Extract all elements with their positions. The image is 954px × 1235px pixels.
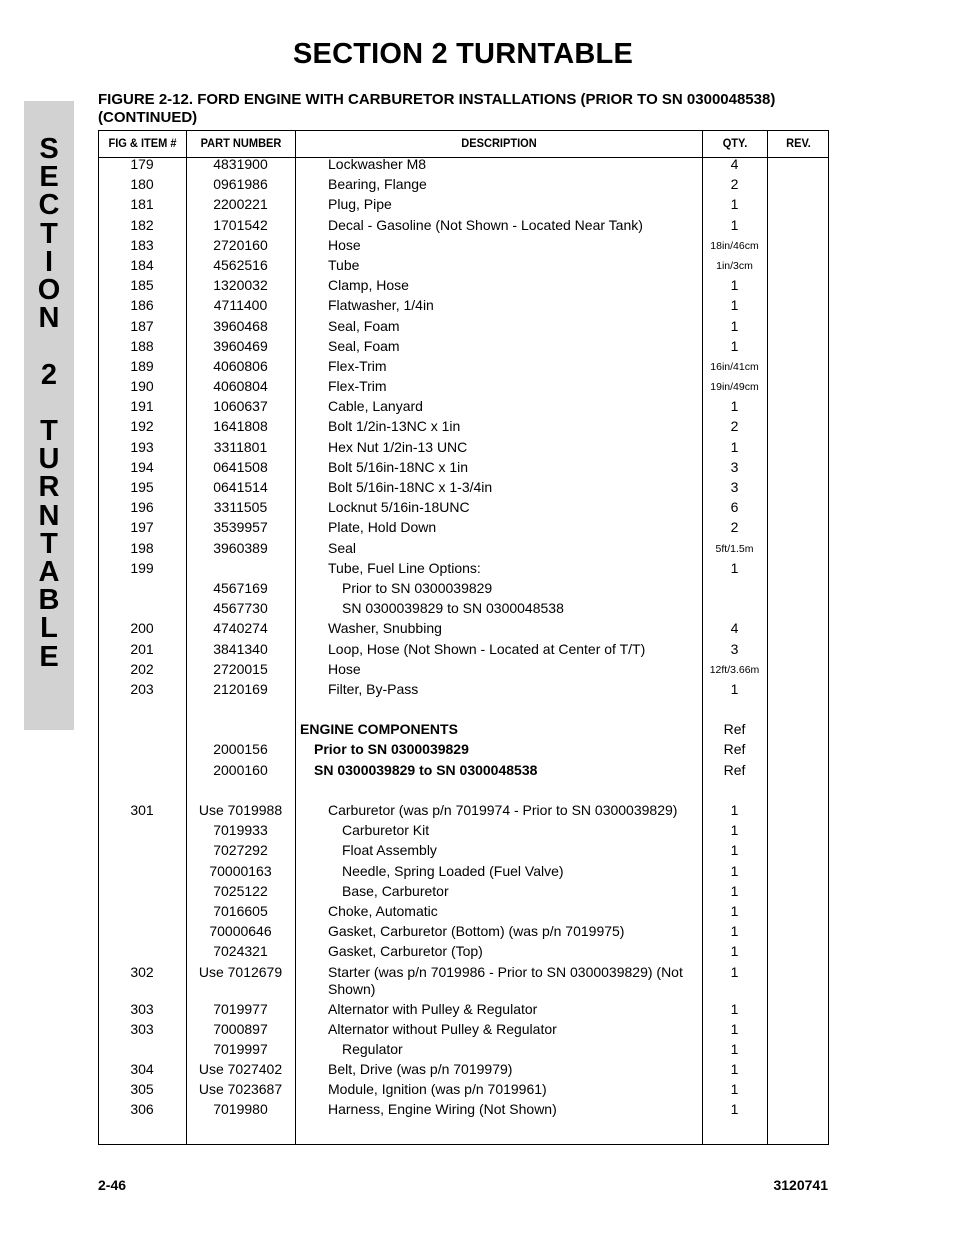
item-number: 190 <box>130 378 154 395</box>
part-number: 7019977 <box>213 1000 268 1017</box>
part-number: Use 7019988 <box>198 802 283 818</box>
quantity: 2 <box>730 418 739 435</box>
item-number: 181 <box>130 196 154 213</box>
table-row <box>0 720 954 740</box>
part-number: 7019997 <box>213 1040 268 1057</box>
part-number: 2120169 <box>213 680 268 697</box>
item-number: 179 <box>130 156 154 172</box>
quantity: 1 <box>730 902 739 919</box>
table-row <box>0 640 954 660</box>
description: Gasket, Carburetor (Bottom) (was p/n 7019975) <box>328 923 625 940</box>
table-row <box>0 922 954 942</box>
part-number: 70000163 <box>209 862 272 879</box>
part-number: 7027292 <box>213 842 268 859</box>
item-number: 302 <box>130 963 154 980</box>
table-row <box>0 438 954 458</box>
item-number: 192 <box>130 418 154 435</box>
table-row <box>0 902 954 922</box>
description: Float Assembly <box>342 842 437 859</box>
table-row <box>0 862 954 882</box>
description: Bolt 5/16in-18NC x 1in <box>328 458 469 475</box>
table-row <box>0 680 954 700</box>
table-row <box>0 417 954 437</box>
description <box>328 781 694 801</box>
quantity: 16in/41cm <box>710 360 759 373</box>
table-row <box>0 357 954 377</box>
table-row <box>0 1000 954 1020</box>
item-number: 182 <box>130 216 154 233</box>
table-row <box>0 397 954 417</box>
quantity: 1 <box>730 680 739 697</box>
description: Filter, By-Pass <box>328 680 419 697</box>
part-number: 3311505 <box>213 499 268 516</box>
part-number: 4740274 <box>213 620 268 637</box>
description: Decal - Gasoline (Not Shown - Located Near Tank) <box>328 216 643 233</box>
quantity: 1 <box>730 923 739 940</box>
table-row <box>0 579 954 599</box>
item-number: 197 <box>130 519 154 536</box>
quantity: 1 <box>730 882 739 899</box>
item-number: 186 <box>130 297 154 314</box>
item-number: 198 <box>130 539 154 556</box>
quantity: 1 <box>730 1101 739 1118</box>
quantity: 1 <box>730 1000 739 1017</box>
part-number: 4711400 <box>213 297 268 314</box>
description: ENGINE COMPONENTS <box>300 721 458 738</box>
part-number: 7024321 <box>213 943 268 960</box>
table-row <box>0 841 954 861</box>
item-number: 185 <box>130 277 154 294</box>
item-number: 200 <box>130 620 154 637</box>
table-row <box>0 377 954 397</box>
table-row <box>0 1100 954 1120</box>
table-row <box>0 619 954 639</box>
table-row <box>0 882 954 902</box>
description: Tube, Fuel Line Options: <box>328 559 481 576</box>
part-number: 2720015 <box>213 660 268 677</box>
part-number: Use 7027402 <box>198 1061 283 1078</box>
quantity: 1 <box>730 963 739 980</box>
part-number: 3311801 <box>213 438 268 455</box>
quantity: 1 <box>730 802 739 818</box>
description: Seal, Foam <box>328 317 400 334</box>
item-number: 303 <box>130 1020 154 1037</box>
part-number: 1641808 <box>213 418 268 435</box>
header-item: FIG & ITEM # <box>108 136 177 150</box>
description: Gasket, Carburetor (Top) <box>328 943 483 960</box>
table-row <box>0 296 954 316</box>
quantity: Ref <box>723 741 746 758</box>
quantity: 3 <box>730 458 739 475</box>
table-row <box>0 1060 954 1080</box>
part-number: 4567730 <box>213 600 268 617</box>
description: Hex Nut 1/2in-13 UNC <box>328 438 468 455</box>
description: Base, Carburetor <box>342 882 449 899</box>
quantity: Ref <box>723 721 746 738</box>
part-number: 2000160 <box>213 761 268 778</box>
description: Seal <box>328 539 357 556</box>
part-number: 4831900 <box>213 156 268 172</box>
quantity: 1 <box>730 862 739 879</box>
description: Prior to SN 0300039829 <box>314 741 469 758</box>
table-row <box>0 539 954 559</box>
item-number: 180 <box>130 176 154 193</box>
description: Bolt 1/2in-13NC x 1in <box>328 418 461 435</box>
part-number: 3841340 <box>213 640 268 657</box>
description: Carburetor Kit <box>342 822 430 839</box>
quantity: 1 <box>730 317 739 334</box>
table-row <box>0 276 954 296</box>
item-number: 187 <box>130 317 154 334</box>
header-qty: QTY. <box>722 136 748 150</box>
description: Belt, Drive (was p/n 7019979) <box>328 1061 513 1078</box>
description: Tube <box>328 256 360 273</box>
item-number: 196 <box>130 499 154 516</box>
description: Carburetor (was p/n 7019974 - Prior to SN 0300039829) <box>328 802 678 818</box>
table-row <box>0 781 954 801</box>
description: Prior to SN 0300039829 <box>342 579 493 596</box>
description: SN 0300039829 to SN 0300048538 <box>314 761 538 778</box>
description: Hose <box>328 660 361 677</box>
description: Hose <box>328 236 361 253</box>
part-number: 70000646 <box>209 923 272 940</box>
table-row <box>0 761 954 781</box>
part-number: 7000897 <box>213 1020 268 1037</box>
item-number: 306 <box>130 1101 154 1118</box>
description: Lockwasher M8 <box>328 156 427 172</box>
table-row <box>0 942 954 962</box>
quantity: 19in/49cm <box>710 381 759 394</box>
table-row <box>0 1040 954 1060</box>
item-number: 184 <box>130 256 154 273</box>
item-number: 188 <box>130 337 154 354</box>
table-row <box>0 700 954 720</box>
quantity: Ref <box>723 761 746 778</box>
quantity: 1 <box>730 822 739 839</box>
side-tab-label: S E C T I O N 2 T U R N T A B L E <box>37 133 61 673</box>
part-number: 4060806 <box>213 357 268 374</box>
description: Flex-Trim <box>328 357 387 374</box>
quantity: 1 <box>730 277 739 294</box>
part-number: 7019980 <box>213 1101 268 1118</box>
item-number: 303 <box>130 1000 154 1017</box>
part-number: 1320032 <box>213 277 268 294</box>
item-number: 193 <box>130 438 154 455</box>
description: Alternator without Pulley & Regulator <box>328 1020 557 1037</box>
description: SN 0300039829 to SN 0300048538 <box>342 600 564 617</box>
table-row <box>0 963 954 1000</box>
item-number: 301 <box>130 802 154 818</box>
description: Starter (was p/n 7019986 - Prior to SN 0300039829) (Not Shown) <box>328 963 683 997</box>
quantity: 4 <box>730 620 739 637</box>
table-row <box>0 236 954 256</box>
part-number: 4060804 <box>213 378 268 395</box>
table-row <box>0 317 954 337</box>
quantity: 5ft/1.5m <box>715 542 754 555</box>
quantity: 1 <box>730 196 739 213</box>
table-row <box>0 216 954 236</box>
item-number: 202 <box>130 660 154 677</box>
table-row <box>0 195 954 215</box>
quantity: 1 <box>730 438 739 455</box>
item-number: 183 <box>130 236 154 253</box>
table-row <box>0 256 954 276</box>
quantity: 12ft/3.66m <box>709 663 760 676</box>
quantity: 1 <box>730 559 739 576</box>
description: Washer, Snubbing <box>328 620 442 637</box>
item-number: 194 <box>130 458 154 475</box>
item-number: 304 <box>130 1061 154 1078</box>
part-number: 7016605 <box>213 902 268 919</box>
quantity: 1in/3cm <box>716 259 753 272</box>
part-number: 7025122 <box>213 882 268 899</box>
quantity: 1 <box>730 1061 739 1078</box>
description: Seal, Foam <box>328 337 400 354</box>
part-number: 2000156 <box>213 741 268 758</box>
quantity: 1 <box>730 297 739 314</box>
page-number: 2-46 <box>98 1177 127 1193</box>
description: Needle, Spring Loaded (Fuel Valve) <box>342 862 564 879</box>
quantity: 1 <box>730 398 739 415</box>
part-number: 3539957 <box>213 519 268 536</box>
quantity: 1 <box>730 1081 739 1098</box>
quantity: 18in/46cm <box>710 239 759 252</box>
part-number: 1701542 <box>213 216 268 233</box>
quantity: 1 <box>730 943 739 960</box>
table-row <box>0 518 954 538</box>
description: Cable, Lanyard <box>328 398 423 415</box>
item-number: 201 <box>130 640 154 657</box>
item-number: 191 <box>130 398 154 415</box>
table-row <box>0 175 954 195</box>
part-number: 0641514 <box>213 479 268 495</box>
description: Plug, Pipe <box>328 196 392 213</box>
table-row <box>0 821 954 841</box>
table-row <box>0 337 954 357</box>
header-description: DESCRIPTION <box>461 136 537 150</box>
description: Clamp, Hose <box>328 277 409 294</box>
table-row <box>0 801 954 821</box>
description: Bearing, Flange <box>328 176 427 193</box>
description: Locknut 5/16in-18UNC <box>328 499 470 516</box>
part-number: 3960389 <box>213 539 268 556</box>
quantity: 1 <box>730 1020 739 1037</box>
description: Choke, Automatic <box>328 902 438 919</box>
part-number: 3960469 <box>213 337 268 354</box>
header-rev: REV. <box>786 136 811 150</box>
table-body <box>0 155 954 1121</box>
description: Flatwasher, 1/4in <box>328 297 434 314</box>
item-number: 195 <box>130 479 154 495</box>
table-row <box>0 1020 954 1040</box>
part-number: 0961986 <box>213 176 268 193</box>
header-part-number: PART NUMBER <box>200 136 282 150</box>
quantity: 1 <box>730 337 739 354</box>
quantity: 6 <box>730 499 739 516</box>
description: Harness, Engine Wiring (Not Shown) <box>328 1101 557 1118</box>
item-number: 199 <box>130 559 154 576</box>
item-number: 305 <box>130 1081 154 1098</box>
table-row <box>0 599 954 619</box>
description: Alternator with Pulley & Regulator <box>328 1000 538 1017</box>
part-number: Use 7012679 <box>198 963 283 980</box>
part-number: 0641508 <box>213 458 268 475</box>
part-number: 7019933 <box>213 822 268 839</box>
figure-title: FIGURE 2-12. FORD ENGINE WITH CARBURETOR INSTALLATIONS (PRIOR TO SN 0300048538) (CONTINUED) <box>98 91 776 126</box>
quantity: 2 <box>730 176 739 193</box>
table-row <box>0 155 954 175</box>
part-number: 4567169 <box>213 579 268 596</box>
document-number: 3120741 <box>773 1177 828 1193</box>
quantity: 3 <box>730 479 739 495</box>
quantity: 1 <box>730 842 739 859</box>
table-row <box>0 660 954 680</box>
description: Bolt 5/16in-18NC x 1-3/4in <box>328 479 493 495</box>
description: Regulator <box>342 1040 403 1057</box>
description: Module, Ignition (was p/n 7019961) <box>328 1081 547 1098</box>
part-number: Use 7023687 <box>198 1081 283 1098</box>
part-number: 4562516 <box>213 256 268 273</box>
table-row <box>0 740 954 760</box>
quantity: 2 <box>730 519 739 536</box>
part-number: 2720160 <box>213 236 268 253</box>
quantity: 3 <box>730 640 739 657</box>
description <box>328 700 694 720</box>
part-number: 3960468 <box>213 317 268 334</box>
quantity: 1 <box>730 216 739 233</box>
table-row <box>0 1080 954 1100</box>
item-number: 203 <box>130 680 154 697</box>
page-title: SECTION 2 TURNTABLE <box>293 38 633 70</box>
item-number: 189 <box>130 357 154 374</box>
description: Plate, Hold Down <box>328 519 437 536</box>
part-number: 2200221 <box>213 196 268 213</box>
description: Loop, Hose (Not Shown - Located at Center of T/T) <box>328 640 646 657</box>
part-number: 1060637 <box>213 398 268 415</box>
quantity: 1 <box>730 1040 739 1057</box>
description: Flex-Trim <box>328 378 387 395</box>
quantity: 4 <box>730 156 739 172</box>
table-row <box>0 458 954 478</box>
table-row <box>0 498 954 518</box>
table-row <box>0 478 954 498</box>
table-row <box>0 559 954 579</box>
